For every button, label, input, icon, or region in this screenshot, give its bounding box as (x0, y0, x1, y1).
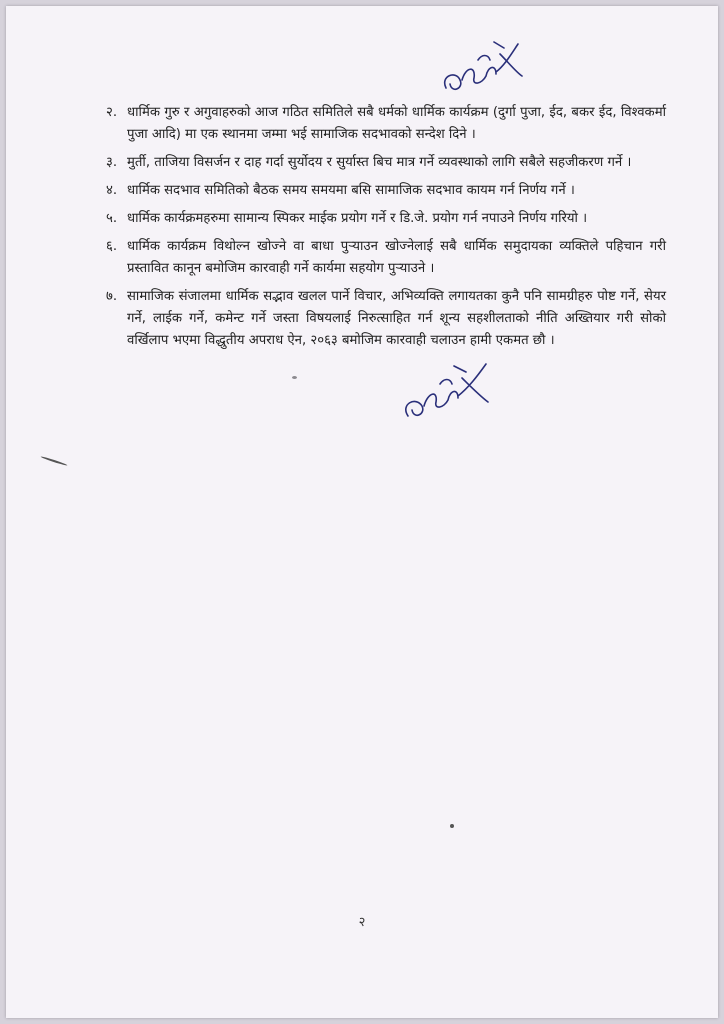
item-text: मुर्ती, ताजिया विसर्जन र दाह गर्दा सुर्योदय र सुर्यास्त बिच मात्र गर्ने व्यवस्थाको लागि सबैले सहजीकरण गर्ने । (127, 155, 632, 170)
list-item (106, 286, 666, 352)
item-number: ७. (106, 289, 118, 304)
resolution-list (106, 102, 666, 358)
list-item (106, 236, 666, 280)
item-number: २. (106, 105, 118, 120)
item-number: ६. (106, 239, 118, 254)
item-text: सामाजिक संजालमा धार्मिक सद्भाव खलल पार्ने विचार, अभिव्यक्ति लगायतका कुनै पनि सामग्रीहरु पोष्ट गर्ने, सेयर गर्ने, लाईक गर्ने, कमेन्ट गर्ने जस्ता विषयलाई निरुत्साहित गर्न शून्य सहशीलताको नीति अख्तियार गरी सोको वर्खिलाप भएमा विद्धुतीय अपराध ऐन, २०६३ बमोजिम कारवाही चलाउन हामी एकमत छौ । (127, 289, 666, 348)
item-number: ३. (106, 155, 118, 170)
signature-top (434, 36, 534, 106)
scan-mark (292, 376, 297, 379)
item-number: ४. (106, 183, 118, 198)
item-text: धार्मिक सदभाव समितिको बैठक समय समयमा बसि सामाजिक सदभाव कायम गर्न निर्णय गर्ने । (127, 183, 575, 198)
list-item (106, 152, 666, 174)
item-number: ५. (106, 211, 118, 226)
list-item (106, 180, 666, 202)
page-number: २ (358, 915, 366, 930)
scan-mark (40, 456, 67, 467)
list-item (106, 102, 666, 146)
item-text: धार्मिक कार्यक्रम विथोल्न खोज्ने वा बाधा पुऱ्याउन खोज्नेलाई सबै धार्मिक समुदायका व्यक्तिले पहिचान गरी प्रस्तावित कानून बमोजिम कारवाही गर्ने कार्यमा सहयोग पुऱ्याउने । (127, 239, 666, 276)
scan-mark (450, 824, 454, 828)
list-item (106, 208, 666, 230)
item-text: धार्मिक गुरु र अगुवाहरुको आज गठित समितिले सबै धर्मको धार्मिक कार्यक्रम (दुर्गा पुजा, ईद, बकर ईद, विश्वकर्मा पुजा आदि) मा एक स्थानमा जम्मा भई सामाजिक सदभावको सन्देश दिने । (127, 105, 666, 142)
document-page (6, 6, 718, 1018)
signature-bottom (394, 358, 504, 430)
item-text: धार्मिक कार्यक्रमहरुमा सामान्य स्पिकर माईक प्रयोग गर्ने र डि.जे. प्रयोग गर्न नपाउने निर्णय गरियो । (127, 211, 588, 226)
